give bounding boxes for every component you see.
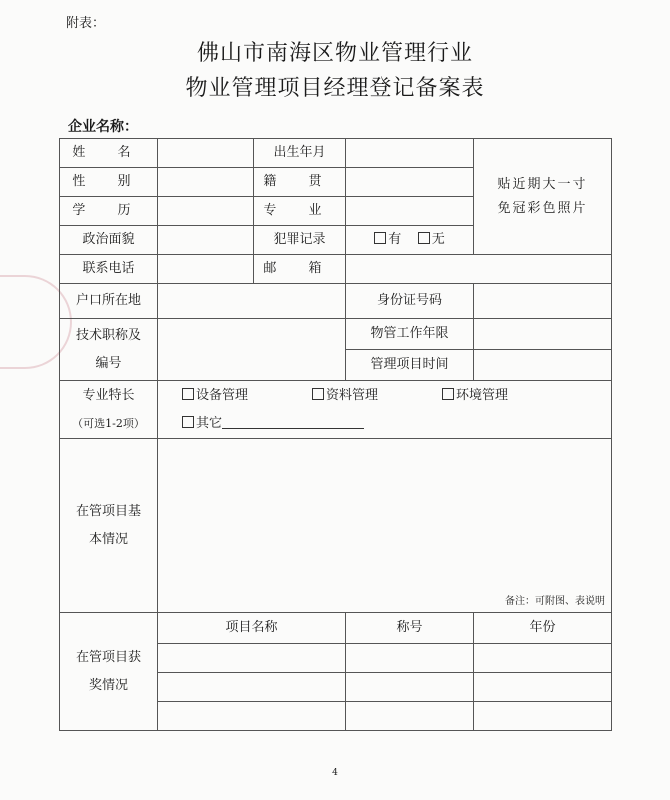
- project-basic-label-line1: 在管项目基: [75, 504, 141, 520]
- criminal-no-checkbox[interactable]: [418, 232, 430, 244]
- specialty-option-equipment[interactable]: [182, 388, 312, 404]
- project-basic-field[interactable]: [158, 439, 612, 613]
- award-row-1-honor[interactable]: [346, 644, 474, 673]
- award-row-2-honor[interactable]: [346, 673, 474, 702]
- gender-field[interactable]: [158, 168, 254, 197]
- environment-checkbox[interactable]: [442, 388, 454, 400]
- postcode-label: 邮 箱: [254, 255, 346, 284]
- project-basic-label-line2: 本情况: [88, 531, 128, 547]
- birth-label: 出生年月: [254, 139, 346, 168]
- title-line-1: 佛山市南海区物业管理行业: [196, 41, 473, 66]
- political-field[interactable]: [158, 226, 254, 255]
- project-time-label: 管理项目时间: [346, 350, 474, 381]
- native-place-label: 籍 贯: [254, 168, 346, 197]
- equipment-checkbox[interactable]: [182, 388, 194, 400]
- specialty-label-line1: 专业特长: [82, 388, 135, 404]
- award-label: [60, 613, 158, 731]
- major-field[interactable]: [346, 197, 474, 226]
- award-label-line2: 奖情况: [88, 677, 128, 693]
- other-underline-field[interactable]: [222, 416, 364, 429]
- award-row-1-project[interactable]: [158, 644, 346, 673]
- col-project-name: 项目名称: [158, 613, 346, 644]
- criminal-options: [346, 226, 474, 255]
- criminal-label: 犯罪记录: [254, 226, 346, 255]
- criminal-no-label: 无: [431, 232, 445, 248]
- name-field[interactable]: [158, 139, 254, 168]
- education-field[interactable]: [158, 197, 254, 226]
- name-label: 姓 名: [60, 139, 158, 168]
- political-label: 政治面貌: [60, 226, 158, 255]
- criminal-yes-checkbox[interactable]: [374, 232, 386, 244]
- criminal-yes-label: 有: [388, 232, 402, 248]
- work-years-label: 物管工作年限: [346, 319, 474, 350]
- award-row-3-year[interactable]: [474, 702, 612, 731]
- photo-label: 贴近期大一寸免冠彩色照片: [497, 177, 588, 216]
- postcode-field[interactable]: [346, 255, 612, 284]
- native-place-field[interactable]: [346, 168, 474, 197]
- specialty-options: [158, 381, 612, 439]
- specialty-option-documents[interactable]: [312, 388, 442, 404]
- project-basic-label: [60, 439, 158, 613]
- environment-label: 环境管理: [456, 387, 509, 403]
- photo-cell: [474, 139, 612, 255]
- specialty-option-other[interactable]: [182, 416, 364, 432]
- attachment-note: 备注：可附图、表说明: [505, 596, 605, 607]
- specialty-option-environment[interactable]: [442, 388, 572, 404]
- award-label-line1: 在管项目获: [75, 650, 141, 666]
- specialty-label-line2: （可选1-2项）: [72, 416, 145, 430]
- id-number-label: 身份证号码: [346, 284, 474, 319]
- education-label: 学 历: [60, 197, 158, 226]
- col-year: 年份: [474, 613, 612, 644]
- title-line-2: 物业管理项目经理登记备案表: [185, 76, 485, 101]
- other-label: 其它: [196, 415, 223, 431]
- hukou-field[interactable]: [158, 284, 346, 319]
- col-honor: 称号: [346, 613, 474, 644]
- award-row-2-year[interactable]: [474, 673, 612, 702]
- attachment-label: 附表：: [66, 16, 106, 31]
- company-label: 企业名称：: [68, 119, 138, 135]
- birth-field[interactable]: [346, 139, 474, 168]
- hukou-label: 户口所在地: [60, 284, 158, 319]
- project-time-field[interactable]: [474, 350, 612, 381]
- other-checkbox[interactable]: [182, 416, 194, 428]
- page-number: 4: [332, 768, 338, 778]
- id-number-field[interactable]: [474, 284, 612, 319]
- gender-label: 性 别: [60, 168, 158, 197]
- work-years-field[interactable]: [474, 319, 612, 350]
- phone-field[interactable]: [158, 255, 254, 284]
- title-label-line1: 技术职称及: [75, 328, 141, 344]
- title-label: [60, 319, 158, 381]
- title-field[interactable]: [158, 319, 346, 381]
- equipment-label: 设备管理: [196, 387, 249, 403]
- phone-label: 联系电话: [60, 255, 158, 284]
- specialty-label: [60, 381, 158, 439]
- award-row-1-year[interactable]: [474, 644, 612, 673]
- title-label-line2: 编号: [95, 355, 122, 371]
- award-row-2-project[interactable]: [158, 673, 346, 702]
- major-label: 专 业: [254, 197, 346, 226]
- documents-label: 资料管理: [326, 387, 379, 403]
- award-row-3-project[interactable]: [158, 702, 346, 731]
- registration-form: [59, 138, 612, 731]
- award-row-3-honor[interactable]: [346, 702, 474, 731]
- documents-checkbox[interactable]: [312, 388, 324, 400]
